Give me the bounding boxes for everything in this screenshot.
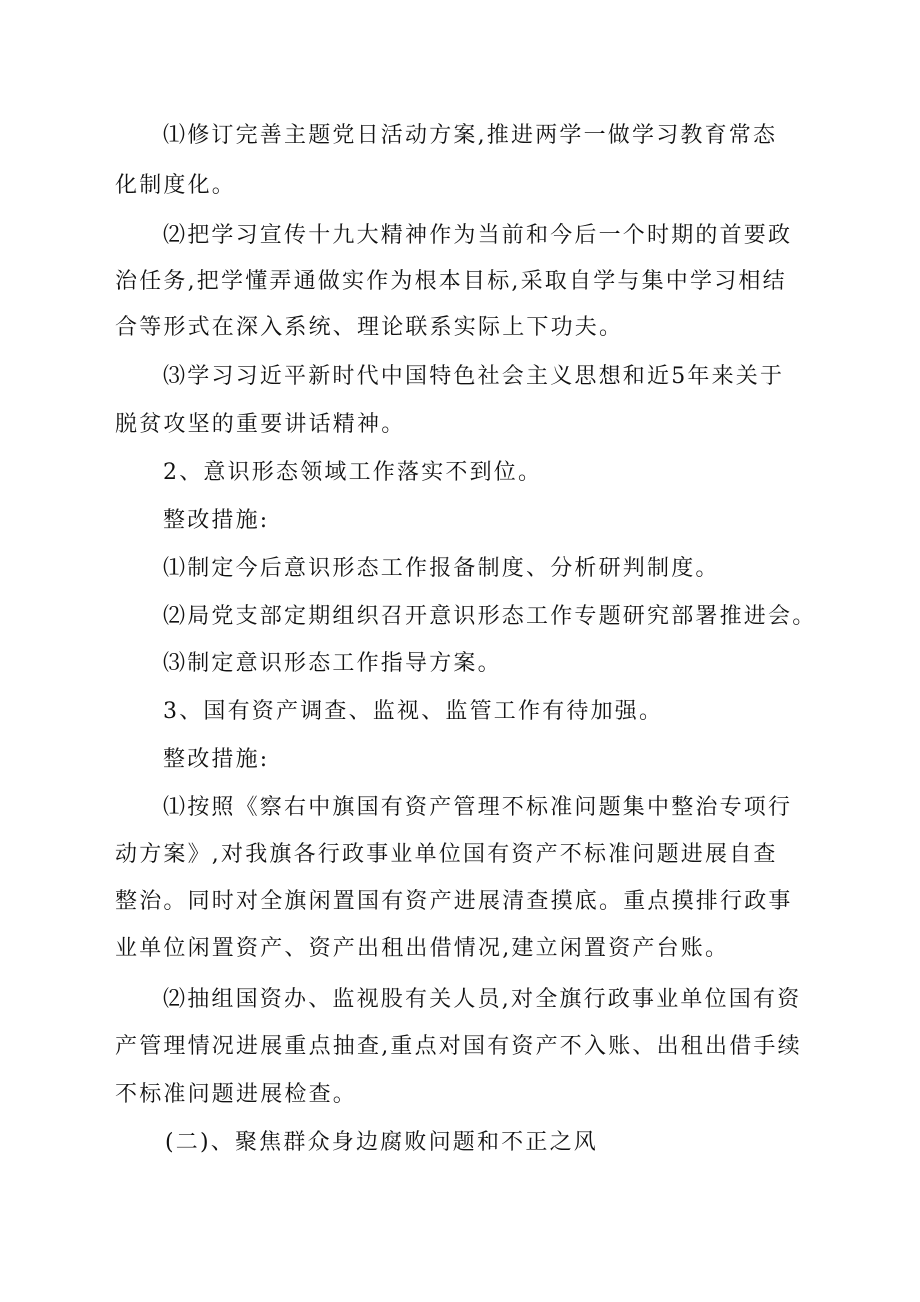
paragraph-line: 动方案》,对我旗各行政事业单位国有资产不标准问题进展自查 [115,842,778,867]
paragraph-line: ⑴修订完善主题党日活动方案,推进两学一做学习教育常态 [163,123,778,148]
paragraph-line: 脱贫攻坚的重要讲话精神。 [115,412,406,437]
paragraph-line: ⑶学习习近平新时代中国特色社会主义思想和近5年来关于 [163,364,785,389]
paragraph-line: 产管理情况进展重点抽查,重点对国有资产不入账、出租出借手续 [115,1034,802,1059]
paragraph-line: ⑵把学习宣传十九大精神作为当前和今后一个时期的首要政 [163,223,793,248]
paragraph-line: 治任务,把学懂弄通做实作为根本目标,采取自学与集中学习相结 [115,269,787,294]
paragraph-line: 不标准问题进展检查。 [115,1082,358,1107]
paragraph-line: ⑴按照《察右中旗国有资产管理不标准问题集中整治专项行 [163,795,793,820]
section-heading: (二)、聚焦群众身边腐败问题和不正之风 [165,1130,598,1155]
paragraph-line: 整治。同时对全旗闲置国有资产进展清查摸底。重点摸排行政事 [115,889,793,914]
section-heading: 3、国有资产调查、监视、监管工作有待加强。 [163,699,664,724]
paragraph-line: ⑴制定今后意识形态工作报备制度、分析研判制度。 [163,556,720,581]
paragraph-line: ⑵局党支部定期组织召开意识形态工作专题研究部署推进会。 [163,604,817,629]
paragraph-line: ⑵抽组国资办、监视股有关人员,对全旗行政事业单位国有资 [163,987,802,1012]
paragraph-line: 化制度化。 [115,173,237,198]
subheading: 整改措施: [163,508,270,533]
paragraph-line: 业单位闲置资产、资产出租出借情况,建立闲置资产台账。 [115,936,730,961]
paragraph-line: 合等形式在深入系统、理论联系实际上下功夫。 [115,315,624,340]
section-heading: 2、意识形态领域工作落实不到位。 [163,460,543,485]
paragraph-line: ⑶制定意识形态工作指导方案。 [163,651,502,676]
subheading: 整改措施: [163,747,270,772]
